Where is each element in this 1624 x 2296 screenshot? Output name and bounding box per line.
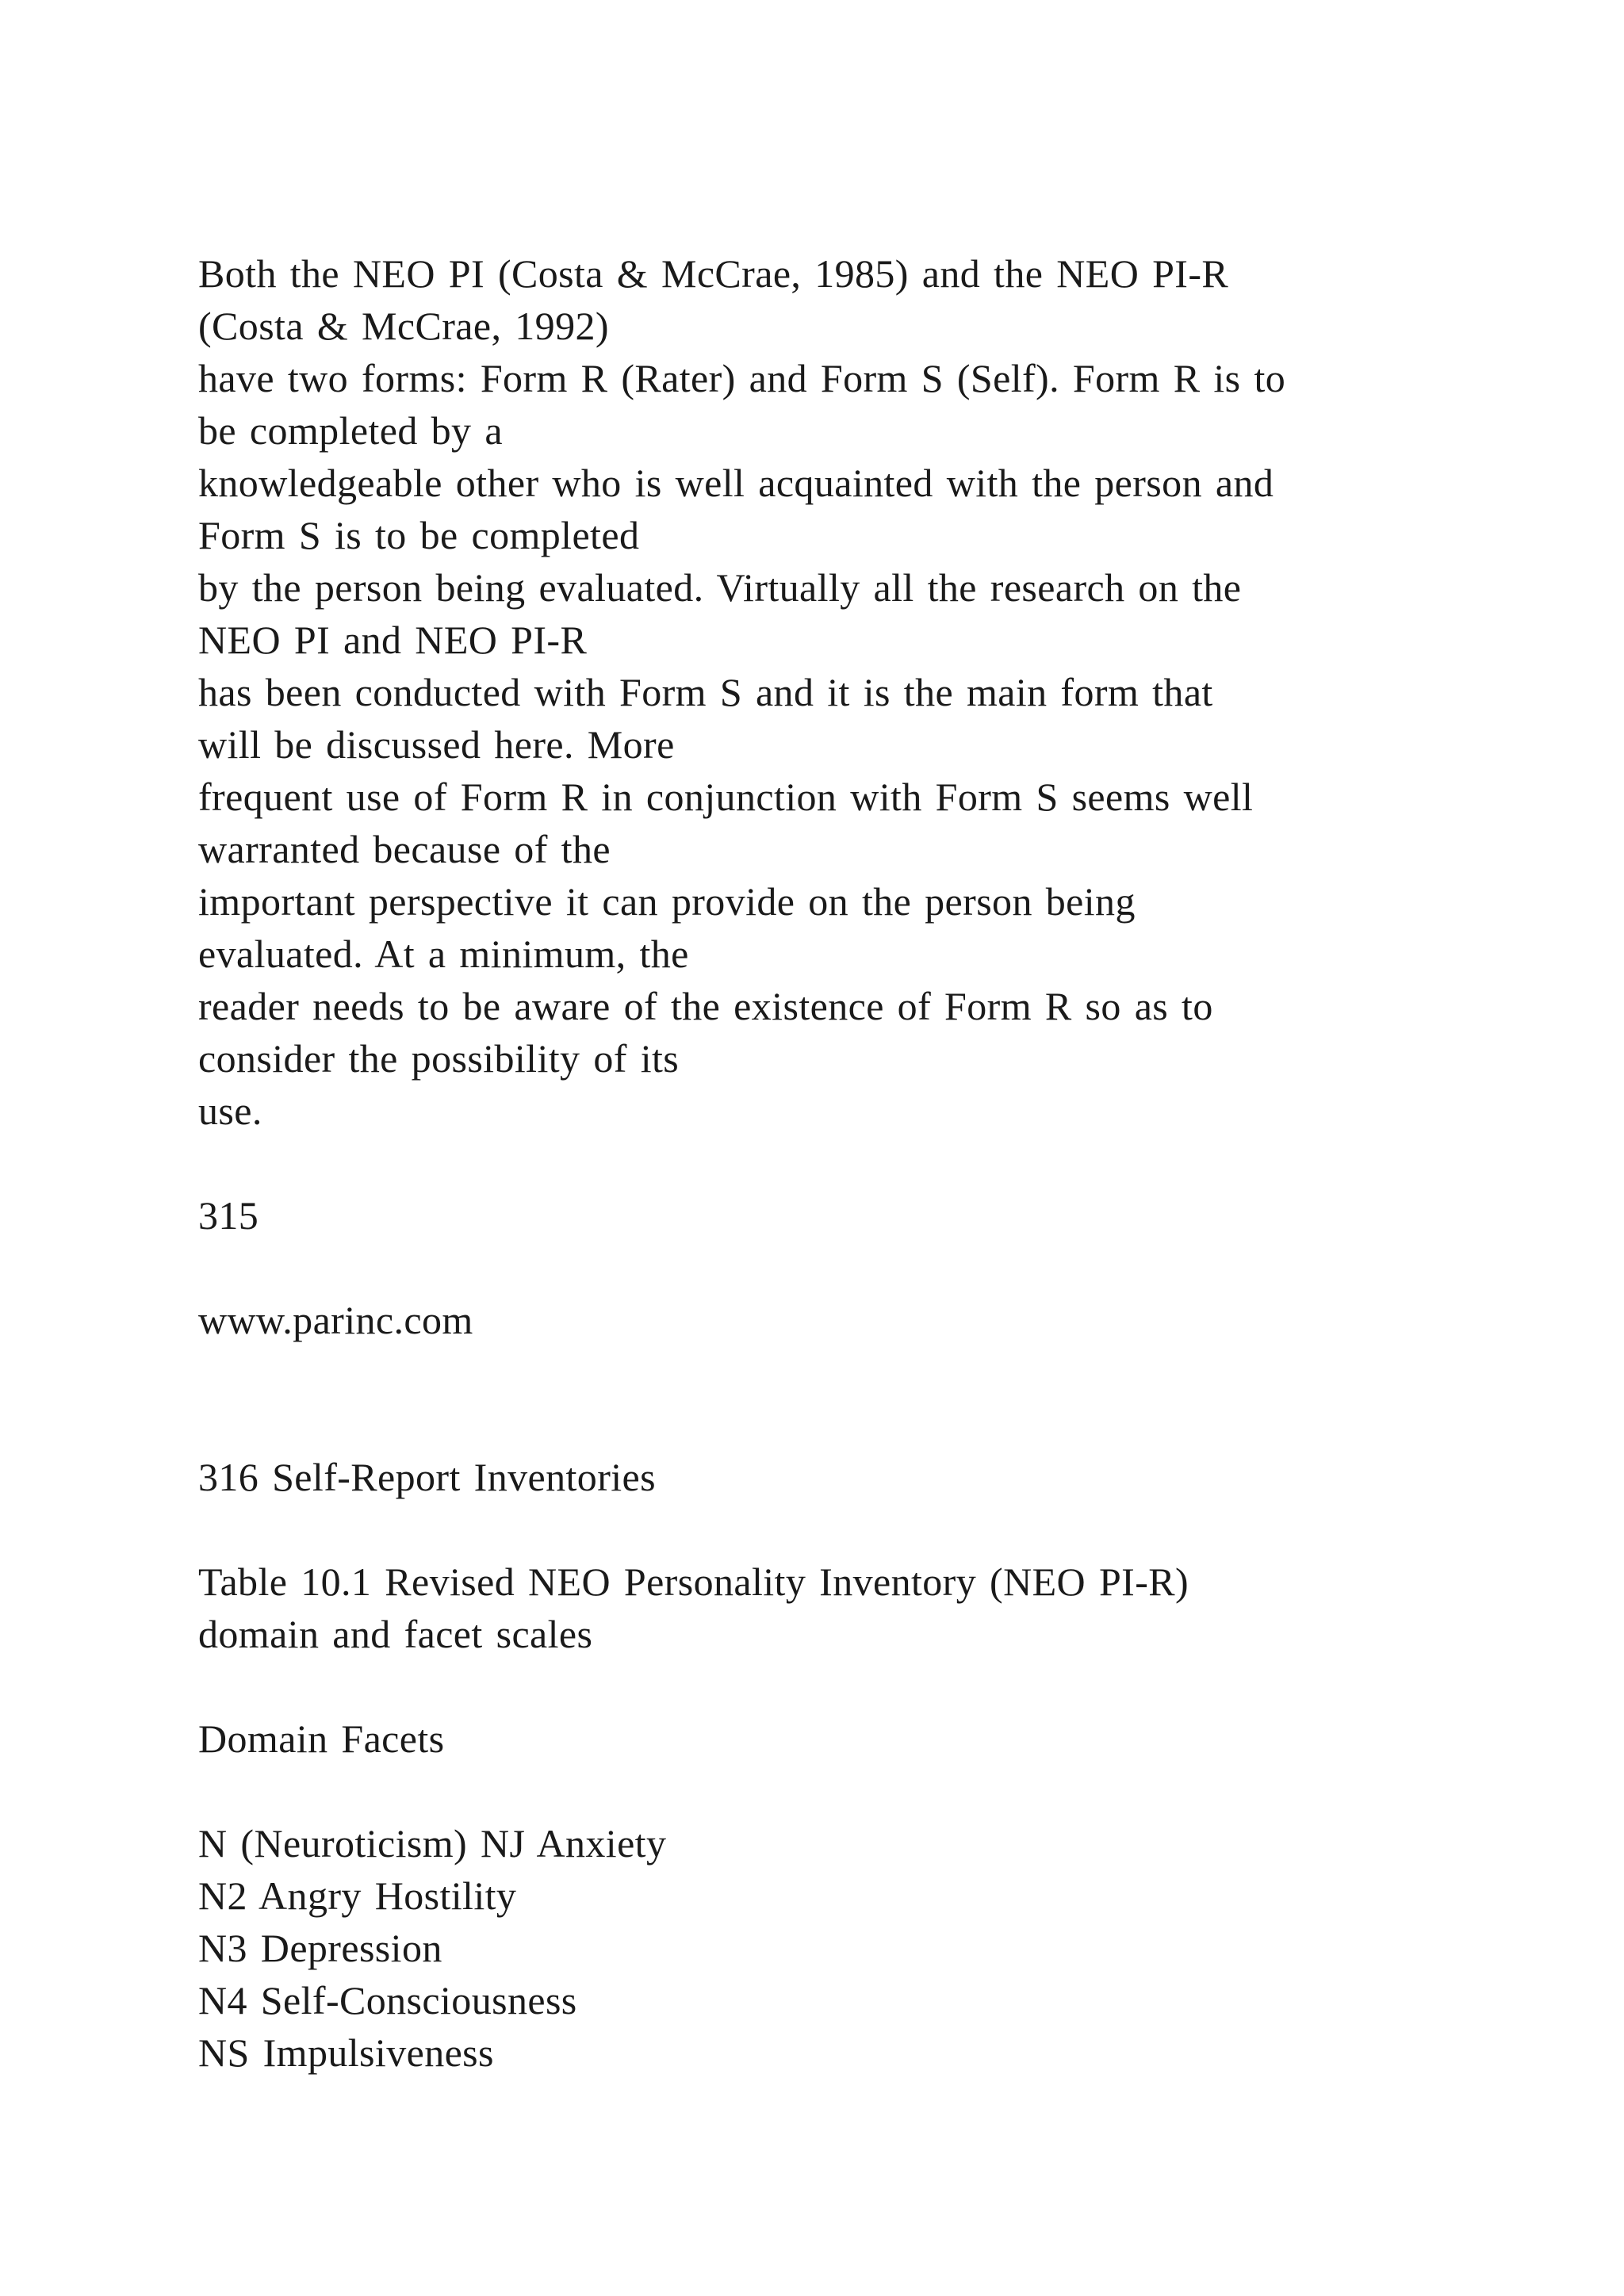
table-row: N3 Depression [198, 1926, 442, 1970]
document-page [198, 0, 1467, 2296]
paragraph-line: by the person being evaluated. Virtually all the research on the [198, 565, 1242, 610]
paragraph-line: use. [198, 1089, 262, 1133]
source-url: www.parinc.com [198, 1298, 473, 1342]
paragraph-line: important perspective it can provide on the person being [198, 879, 1136, 924]
paragraph-line: be completed by a [198, 408, 503, 453]
table-row: N4 Self-Consciousness [198, 1978, 577, 2022]
paragraph-line: have two forms: Form R (Rater) and Form S (Self). Form R is to [198, 356, 1286, 400]
paragraph-line: will be discussed here. More [198, 722, 675, 767]
table-caption-line: domain and facet scales [198, 1612, 593, 1656]
paragraph-line: knowledgeable other who is well acquainted with the person and [198, 461, 1274, 505]
table-row: N (Neuroticism) NJ Anxiety [198, 1821, 667, 1866]
paragraph-line: warranted because of the [198, 827, 611, 871]
paragraph-line: frequent use of Form R in conjunction with Form S seems well [198, 775, 1254, 819]
paragraph-line: evaluated. At a minimum, the [198, 932, 689, 976]
paragraph-line: consider the possibility of its [198, 1036, 680, 1081]
paragraph-line: has been conducted with Form S and it is the main form that [198, 670, 1213, 714]
paragraph-line: NEO PI and NEO PI-R [198, 618, 588, 662]
paragraph-line: Form S is to be completed [198, 513, 640, 557]
table-caption-line: Table 10.1 Revised NEO Personality Inventory (NEO PI-R) [198, 1559, 1189, 1604]
table-row: N2 Angry Hostility [198, 1873, 517, 1918]
table-row: NS Impulsiveness [198, 2030, 494, 2075]
page-number: 315 [198, 1193, 259, 1238]
paragraph-line: Both the NEO PI (Costa & McCrae, 1985) and the NEO PI-R [198, 251, 1229, 296]
paragraph-line: (Costa & McCrae, 1992) [198, 304, 609, 348]
paragraph-line: reader needs to be aware of the existence of Form R so as to [198, 984, 1213, 1028]
table-header: Domain Facets [198, 1716, 445, 1761]
running-header: 316 Self-Report Inventories [198, 1455, 657, 1499]
